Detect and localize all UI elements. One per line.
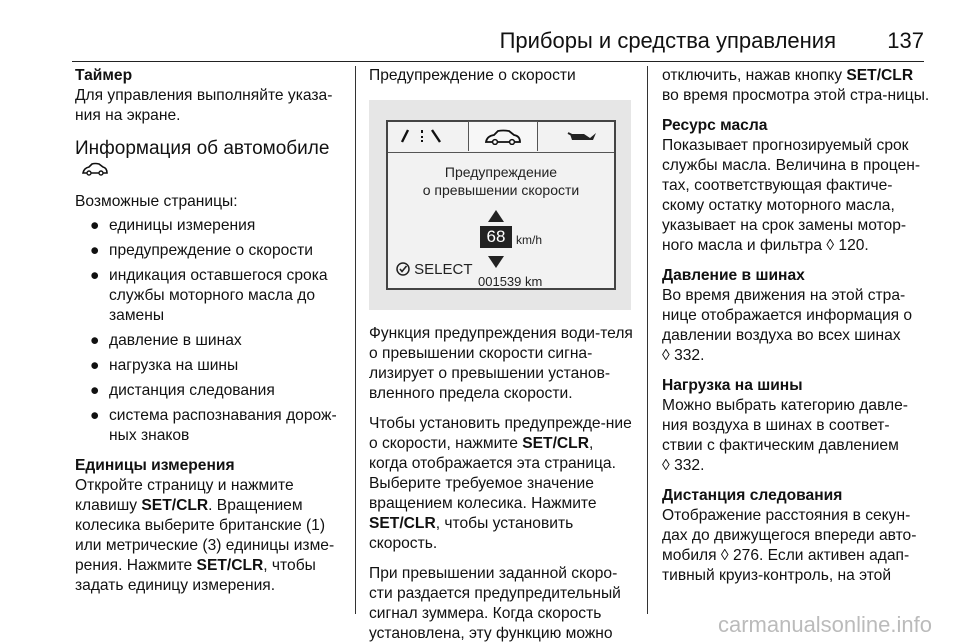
list-item: ● предупреждение о скорости [90, 242, 313, 260]
tyre-pressure-text: Во время движения на этой стра-нице отображается информация о давлении воздуха во всех шинах ◊ 332. [662, 287, 913, 364]
list-item: ● индикация оставшегося срока службы моторного масла до замены [90, 267, 328, 325]
timer-text: Для управления выполняйте указа-ния на экране. [75, 87, 333, 124]
disable-text: отключить, нажав кнопку SET/CLR во время просмотра этой стра-ницы. [662, 67, 930, 104]
list-item: ● система распознавания дорож-ных знаков [90, 407, 337, 445]
arrow-down-icon [488, 254, 504, 274]
display-tabs [388, 122, 614, 153]
display-title-line1: Предупреждение [444, 164, 558, 180]
following-distance-heading: Дистанция следования [662, 487, 843, 504]
speed-warning-p1: Функция предупреждения води-теля о превышении скорости сигна-лизирует о превышении установ-вленного предела скорости. [369, 325, 633, 402]
check-circle-icon [396, 262, 410, 282]
list-item: ● давление в шинах [90, 332, 242, 350]
pages-list [75, 216, 347, 446]
timer-heading: Таймер [75, 67, 133, 84]
speed-warning-heading: Предупреждение о скорости [369, 67, 576, 84]
speed-warning-p3: При превышении заданной скоро-сти раздается предупредительный сигнал зуммера. Когда скорость установлена, эту функцию можно [369, 565, 621, 642]
oil-can-icon [566, 129, 600, 149]
tyre-pressure-heading: Давление в шинах [662, 267, 805, 284]
units-heading: Единицы измерения [75, 457, 235, 475]
display-screen [386, 120, 616, 290]
bullet: ● [90, 267, 100, 285]
speed-warning-p2: Чтобы установить предупрежде-ние о скорости, нажмите SET/CLR, когда отображается эта страница. Выберите требуемое значение вращением колесика. Нажмите SET/CLR, чтобы установить скорость. [369, 415, 632, 552]
header-rule [72, 61, 924, 62]
column-right [662, 66, 930, 586]
list-item: ● единицы измерения [90, 217, 256, 235]
bullet: ● [90, 242, 100, 260]
bullet: ● [90, 382, 100, 400]
units-text: Откройте страницу и нажмите клавишу SET/CLR. Вращением колесика выберите британские (1) или метрические (3) единицы изме-рения. Нажмите SET/CLR, чтобы задать единицу измерения. [75, 477, 335, 595]
page-ref-icon: ◊ [826, 237, 835, 254]
bullet: ● [90, 407, 100, 425]
display-title-line2: о превышении скорости [422, 182, 580, 198]
page-number: 137 [887, 28, 924, 53]
page-header [72, 22, 924, 62]
page-title: Приборы и средства управления [499, 28, 836, 53]
display-select: SELECT [396, 260, 473, 282]
speed-value: 68 [480, 226, 512, 248]
bullet: ● [90, 332, 100, 350]
column-middle [369, 66, 633, 644]
odometer: 001539 km [478, 274, 543, 289]
column-divider [355, 66, 356, 614]
tyre-load-heading: Нагрузка на шины [662, 377, 803, 394]
page-ref-icon: ◊ [720, 547, 729, 564]
tyre-load-text: Можно выбрать категорию давле-ния воздуха в шинах в соответ-ствии с фактическим давлением ◊ 332. [662, 397, 908, 474]
oil-life-heading: Ресурс масла [662, 117, 768, 134]
page-ref-icon: ◊ [662, 347, 670, 364]
vehicle-info-heading [75, 138, 347, 182]
following-distance-text: Отображение расстояния в секун-дах до движущегося впереди авто-мобиля ◊ 276. Если активен адап-тивный круиз-контроль, на этой [662, 507, 917, 584]
arrow-up-icon [488, 208, 504, 228]
instrument-display-figure [369, 100, 631, 310]
list-item: ● нагрузка на шины [90, 357, 239, 375]
list-item: ● дистанция следования [90, 382, 275, 400]
display-tab-active [468, 121, 538, 151]
lane-icon [400, 128, 444, 150]
page-ref-icon: ◊ [662, 457, 670, 474]
column-divider [647, 66, 648, 614]
car-icon [81, 160, 109, 182]
oil-life-text: Показывает прогнозируемый срок службы масла. Величина в процен-тах, соответствующая фактиче-скому остатку моторного масла, указывает на срок замены мотор-ного масла и фильтра ◊ 120. [662, 137, 921, 254]
watermark: carmanualsonline.info [717, 612, 932, 637]
bullet: ● [90, 217, 100, 235]
car-icon [483, 129, 523, 151]
speed-unit: km/h [516, 233, 543, 247]
pages-intro: Возможные страницы: [75, 193, 238, 211]
vehicle-info-heading-text: Информация об автомобиле [75, 138, 330, 159]
bullet: ● [90, 357, 100, 375]
column-left [75, 66, 347, 596]
